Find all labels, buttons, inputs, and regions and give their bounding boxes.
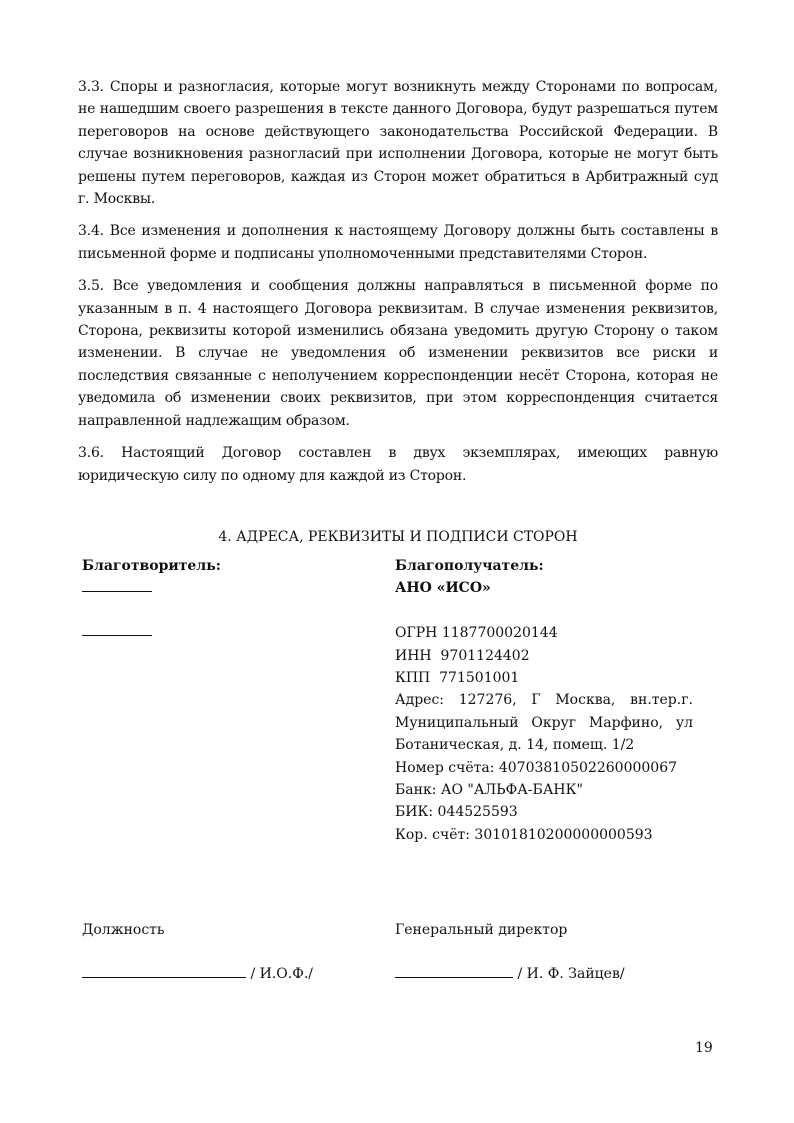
donor-column: [82, 555, 362, 643]
recipient-bank: Банк: АО "АЛЬФА-БАНК": [395, 781, 583, 798]
clause-3-6: 3.6. Настоящий Договор составлен в двух экземплярах, имеющих равную юридическую силу по одному для каждой из Сторон.: [78, 445, 718, 484]
clause-3-5: 3.5. Все уведомления и сообщения должны направляться в письменной форме по указанным в п. 4 настоящего Договора реквизитам. В случае изменения реквизитов, Сторона, реквизиты которой изменились обязана уведомить другую Сторону о таком изменении. В случае не уведомления об изменении реквизитов все риски и последствия связанные с неполучением корреспонденции несёт Сторона, которая не уведомила об изменении своих реквизитов, при этом корреспонденция считается направленной надлежащим образом.: [78, 278, 718, 429]
section-4-title: 4. АДРЕСА, РЕКВИЗИТЫ И ПОДПИСИ СТОРОН: [218, 528, 578, 545]
recipient-signature-row: [395, 963, 693, 985]
recipient-ogrn: ОГРН 1187700020144: [395, 625, 558, 642]
donor-requisites-blank: [82, 621, 152, 636]
donor-signature-block: [82, 919, 362, 986]
recipient-column: [395, 555, 693, 846]
recipient-address-line-1: Адрес: 127276, Г Москва, вн.тер.г.: [395, 692, 693, 709]
donor-name-blank: [82, 577, 152, 592]
donor-signature-row: [82, 963, 362, 985]
clause-3-4: 3.4. Все изменения и дополнения к настоящему Договору должны быть составлены в письменной форме и подписаны уполномоченными представителями Сторон.: [78, 223, 718, 262]
page-number: 19: [695, 1040, 713, 1056]
donor-signature-line: [82, 963, 246, 978]
recipient-corr-account: Кор. счёт: 30101810200000000593: [395, 826, 653, 843]
donor-name-blank-row: [82, 577, 362, 599]
parties-columns: [78, 555, 718, 983]
recipient-bik: БИК: 044525593: [395, 804, 518, 821]
recipient-address-line-3: Ботаническая, д. 14, помещ. 1/2: [395, 737, 635, 754]
recipient-signature-line: [395, 963, 513, 978]
recipient-account: Номер счёта: 40703810502260000067: [395, 759, 678, 776]
recipient-kpp: КПП 771501001: [395, 669, 520, 686]
recipient-name: АНО «ИСО»: [395, 580, 491, 597]
donor-requisites-blank-row: [82, 621, 362, 643]
recipient-position: Генеральный директор: [395, 921, 568, 938]
donor-position: Должность: [82, 921, 165, 938]
donor-title: Благотворитель:: [82, 557, 221, 574]
recipient-address-line-2: Муниципальный Округ Марфино, ул: [395, 714, 693, 731]
recipient-signature-block: [395, 919, 693, 986]
recipient-inn: ИНН 9701124402: [395, 647, 530, 664]
clause-3-3: 3.3. Споры и разногласия, которые могут возникнуть между Сторонами по вопросам, не нашедшим своего разрешения в тексте данного Договора, будут разрешаться путем переговоров на основе действующего законодательства Российской Федерации. В случае возникновения разногласий при исполнении Договора, которые не могут быть решены путем переговоров, каждая из Сторон может обратиться в Арбитражный суд г. Москвы.: [78, 79, 718, 208]
donor-signature-name: / И.О.Ф./: [250, 966, 313, 983]
recipient-title: Благополучатель:: [395, 557, 544, 574]
document-page: [78, 76, 718, 983]
recipient-signature-name: / И. Ф. Зайцев/: [517, 966, 625, 983]
